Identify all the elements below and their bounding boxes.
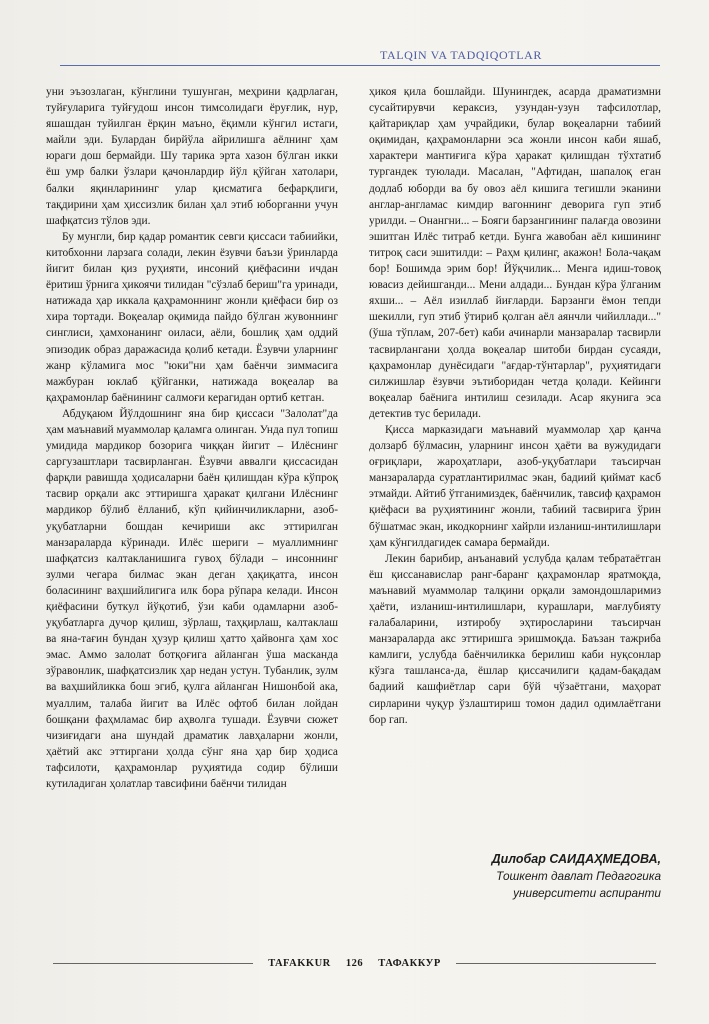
section-title: TALQIN VA TADQIQOTLAR: [379, 48, 542, 62]
author-affiliation-line1: Тошкент давлат Педагогика: [496, 869, 661, 883]
footer-rule-right: [456, 963, 656, 964]
paragraph: уни эъзозлаган, кўнглини тушунган, меҳрини қадрлаган, туйғуларига туйғудош инсон тимсолидаги ёруғлик, нур, яшашдан туйилган ёрқин маъно, ёқимли кўнгил истаги, майли эди. Булардан бирйўла айрилишга аёлнинг ҳам юраги дош бермайди. Шу тарика эрта хазон бўлган икки ёш умр балки ўзлари қачонлардир йўл қўйган хатолари, балки яқинларининг улар қисматига бефарқлиги, тақдирини ҳам ҳиссизлик билан ҳал этиб юборганни учун шафқатсиз тўлов эди.: [46, 86, 338, 227]
page-footer: [0, 958, 709, 976]
running-header: [60, 46, 660, 68]
paragraph: Қисса марказидаги маънавий муаммолар ҳар қанча долзарб бўлмасин, уларнинг инсон ҳаёти ва вужудидаги оғриқлари, жароҳатлари, азоб-уқубатлари таъсирчан манзараларда суратлантирилмас экан, бадиий қиймат касб этмайди. Айтиб ўтганимиздек, баёнчилик, тавсиф қаҳрамон қиёфаси ва руҳиятининг жонли, табиий тасвирига ўрин бўшатмас экан, икодкорнинг хайрли изланиш-интилишлари ҳам кўнгилдагидек самара бермайди.: [369, 423, 661, 549]
author-affiliation-line2: университети аспиранти: [513, 886, 661, 900]
author-signature: [369, 851, 661, 902]
page-number: 126: [345, 958, 364, 969]
header-rule: [60, 65, 660, 66]
paragraph: Абдуқаюм Йўлдошнинг яна бир қиссаси "Залолат"да ҳам маънавий муаммолар қаламга олинган. Унда пул топиш умидида мардикор бозорига чиққан йигит – Илёснинг саргузаштлари тасвирланган. Ёзувчи аввалги қиссасидан фарқли равишда ҳодисаларни баён қилишдан кўра кўпроқ тасвир орқали акс эттиришга ҳаракат қилгани Илёснинг мардикор бўлиб ёлланиб, кўп қийинчиликларни, азоб-уқубатларни бошдан кечириши акс эттирилган манзараларда кўринади. Илёс шериги – муаллимнинг шафқатсиз калтакланишига гувоҳ бўлади – инсоннинг зулми чегара билмас экан деган ҳақиқатга, инсон боласининг ваҳшийлигига илк бора рўпара келади. Инсон қиёфасини буткул йўқотиб, ўзи каби одамларни азоб-уқубатларга дучор қилиш, зўрлаш, таҳқирлаш, калтаклаш ва яна-тағин бундан ҳузур қилиш ҳатто ҳайвонга ҳам хос эмас. Аммо залолат ботқоғига айланган ўша масканда зўравонлик, шафқатсизлик ҳар недан устун. Тубанлик, зулм ва ваҳшийликка бош эгиб, қулга айланган Нишонбой ака, муаллим, талаба йигит ва Илёс офтоб билан лойдан бошқани фаҳмламас бир аҳволга тушади. Ёзувчи сюжет чизиғидаги ана шундай драматик лавҳаларни жонли, ҳаётий акс эттиргани ҳолда сўнг яна ҳар бир ҳодиса тафсилоти, қаҳрамонлар руҳиятида содир бўлиши кутиладиган ҳолатлар тавсифини баёнчи тилидан: [46, 407, 338, 791]
paragraph: Бу мунгли, бир қадар романтик севги қиссаси табиийки, китобхонни ларзага солади, лекин ёзувчи баъзи ўринларда йигит билан қиз руҳияти, инсоний қиёфасини ичдан ёритиш ўрнига ҳикоячи тилидан "сўзлаб бериш"га уринади, натижада ҳар иккала қаҳрамоннинг жонли қиёфаси бир оз хира тортади. Воқеалар оқимида пайдо бўлган жувоннинг синглиси, ҳамхонанинг оиласи, аёли, бошлиқ ҳам оддий эпизодик образ даражасида қолиб кетади. Ёзувчи уларнинг жанр кўламига мос "юки"ни ҳам баёнчи зиммасига мажбуран юклаб қўйганки, натижада воқеалар ва қаҳрамонлар баёнининг салмоғи керагидан ортиб кетган.: [46, 230, 338, 404]
footer-rule-left: [53, 963, 253, 964]
paragraph: ҳикоя қила бошлайди. Шунингдек, асарда драматизмни сусайтирувчи кераксиз, узундан-узун тафсилотлар, қайтариқлар ҳам учрайдики, булар воқеаларни табиий оқимидан, қаҳрамонларни эса жонли инсон каби яшаб, характери мантиғига кўра ҳаракат қилишдан тўхтатиб тургандек туюлади. Масалан, "Афтидан, шапалоқ еган додлаб юборди ва бу овоз аёл кишига тегишли эканини англар-англамас кимдир вагоннинг деворига гуп этиб урилди. – Онангни... – Бояги барзангининг палағда овозини эшитган Илёс титраб кетди. Бунга жавобан аёл кишининг титроқ саси эшитилди: – Раҳм қилинг, акажон! Бола-чақам бор! Бошимда эрим бор! Йўқчилик... Менга идиш-товоқ ювасиз дейишганди... Мени алдади... Бундан кўра ўлганим яхши... – Аёл изиллаб йиғларди. Барзанги ёмон тепди шекилли, гуп этиб ўтириб қолган аёл аянчли чийиллади..." (ўша тўплам, 207-бет) каби ачинарли манзаралар тасвирли тасвирлангани ҳолда воқеалар шитоби бирдан сусаяди, қаҳрамонлар дунёсидаги "ағдар-тўнтарлар", руҳиятидаги силжишлар ёзувчи эътиборидан четда қолади. Кейинги воқеалар баёнига интилиш сезилади. Асар якунига эса детектив тус берилади.: [369, 86, 661, 420]
author-name: Дилобар САИДАҲМЕДОВА,: [491, 852, 661, 866]
footer-journal-latin: TAFAKKUR: [268, 958, 331, 969]
right-column: [369, 84, 661, 728]
left-column: [46, 84, 338, 792]
paragraph: Лекин барибир, анъанавий услубда қалам тебратаётган ёш қиссанавислар ранг-баранг қаҳрамонлар яратмоқда, маънавий муаммолар талқини орқали замондошларимиз ҳаёти, изланиш-интилишлари, курашлари, мағлубияту ғалабаларини, изтиробу эҳтиросларини таъсирчан манзараларда акс эттиришга эришмоқда. Баъзан тажриба камлиги, услубда баёнчиликка берилиш каби нуқсонлар кўзга ташланса-да, ёшлар қиссачилиги қадам-бақадам бадиий кашфиётлар сари бўй чўзаётгани, маҳорат сирларини чуқур ўзлаштириш томон дадил одимлаётгани бор гап.: [369, 552, 661, 726]
footer-journal-cyrillic: ТАФАККУР: [378, 958, 441, 969]
